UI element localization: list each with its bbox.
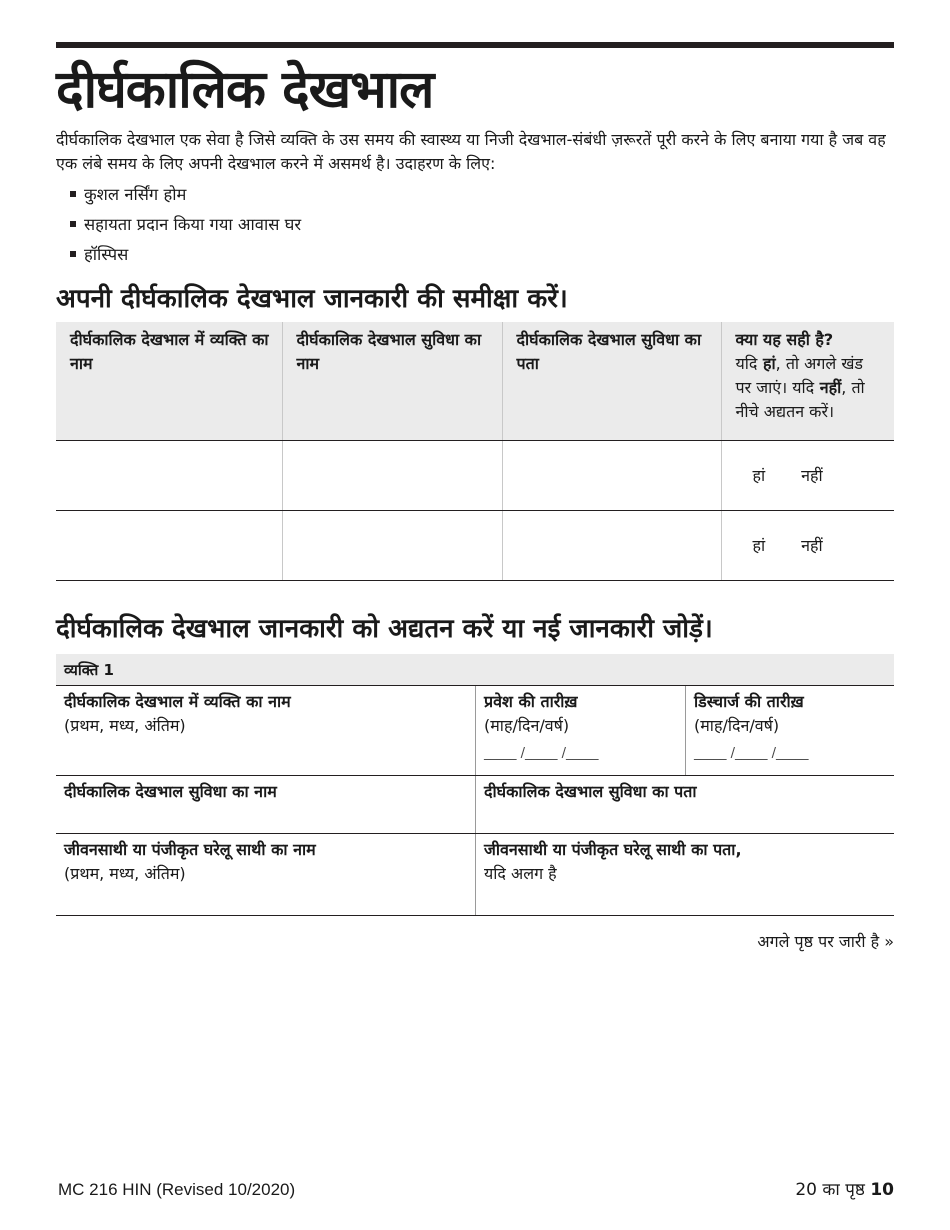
col-facility-name: दीर्घकालिक देखभाल सुविधा का नाम [282,322,502,440]
facility-address-cell[interactable] [502,510,721,580]
update-form [56,654,894,916]
admission-date-hint: (माह/दिन/वर्ष) [484,716,570,735]
admission-date-field[interactable] [475,686,685,775]
form-row-facility [56,776,894,834]
person-name-cell[interactable] [56,510,282,580]
admission-date-label: प्रवेश की तारीख़ [484,692,578,711]
spouse-name-field[interactable] [56,834,475,915]
page-title: दीर्घकालिक देखभाल [56,60,434,120]
yes-no-cell [721,510,894,580]
is-correct-instr-b: , तो अगले खंड पर जाएं। यदि [735,354,863,397]
is-correct-instr-c: , तो नीचे अद्यतन करें। [735,378,865,421]
col-facility-address: दीर्घकालिक देखभाल सुविधा का पता [502,322,721,440]
facility-address-cell[interactable] [502,440,721,510]
spouse-address-field[interactable] [475,834,894,915]
page-number [795,1178,894,1202]
facility-name-cell[interactable] [282,510,502,580]
intro-text: दीर्घकालिक देखभाल एक सेवा है जिसे व्यक्ति के उस समय की स्वास्थ्य या निजी देखभाल-संबंधी ज़रूरतें पूरी करने के लिए बनाया गया है जब वह एक लंबे समय के लिए अपनी देखभाल करने में असमर्थ है। उदाहरण के लिए: [56,130,886,173]
spouse-name-label: जीवनसाथी या पंजीकृत घरेलू साथी का नाम [64,840,316,859]
person-name-cell[interactable] [56,440,282,510]
discharge-date-hint: (माह/दिन/वर्ष) [694,716,780,735]
table-row [56,440,894,510]
person-name-field[interactable] [56,686,475,775]
page-number-prefix: 20 का पृष्ठ [795,1180,865,1200]
no-option[interactable]: नहीं [801,536,823,555]
discharge-date-label: डिस्चार्ज की तारीख़ [694,692,804,711]
person-name-hint: (प्रथम, मध्य, अंतिम) [64,716,186,735]
discharge-date-blanks: _____ /_____ /_____ [694,746,809,761]
spouse-name-hint: (प्रथम, मध्य, अंतिम) [64,864,186,883]
continued-note: अगले पृष्ठ पर जारी है » [757,932,894,951]
top-rule [56,42,894,48]
facility-address-field[interactable] [475,776,894,833]
list-item: सहायता प्रदान किया गया आवास घर [70,210,301,240]
form-row-name-dates [56,686,894,776]
is-correct-question: क्या यह सही है? [735,330,834,349]
spouse-address-label: जीवनसाथी या पंजीकृत घरेलू साथी का पता, [484,840,742,859]
form-id: MC 216 HIN (Revised 10/2020) [58,1180,296,1199]
spouse-address-hint: यदि अलग है [484,864,557,883]
review-heading: अपनी दीर्घकालिक देखभाल जानकारी की समीक्षा करें। [56,284,568,314]
discharge-date-field[interactable] [685,686,894,775]
yes-option[interactable]: हां [752,536,766,555]
facility-address-label: दीर्घकालिक देखभाल सुविधा का पता [484,782,697,801]
is-correct-instr-a: यदि [735,354,758,373]
yes-option[interactable]: हां [752,466,766,485]
col-is-correct [721,322,894,440]
list-item: हॉस्पिस [70,240,301,270]
review-table [56,322,894,581]
person-band: व्यक्ति 1 [56,654,894,686]
page-number-value: 10 [870,1180,894,1200]
list-item: कुशल नर्सिंग होम [70,180,301,210]
col-person-name: दीर्घकालिक देखभाल में व्यक्ति का नाम [56,322,282,440]
update-heading: दीर्घकालिक देखभाल जानकारी को अद्यतन करें या नई जानकारी जोड़ें। [56,614,713,644]
facility-name-field[interactable] [56,776,475,833]
form-row-spouse [56,834,894,916]
is-correct-yes: हां [763,354,776,373]
examples-list [70,180,301,270]
table-row [56,510,894,580]
no-option[interactable]: नहीं [801,466,823,485]
person-name-label: दीर्घकालिक देखभाल में व्यक्ति का नाम [64,692,291,711]
admission-date-blanks: _____ /_____ /_____ [484,746,599,761]
is-correct-no: नहीं [819,378,842,397]
yes-no-cell [721,440,894,510]
review-header-row [56,322,894,440]
facility-name-label: दीर्घकालिक देखभाल सुविधा का नाम [64,782,277,801]
facility-name-cell[interactable] [282,440,502,510]
